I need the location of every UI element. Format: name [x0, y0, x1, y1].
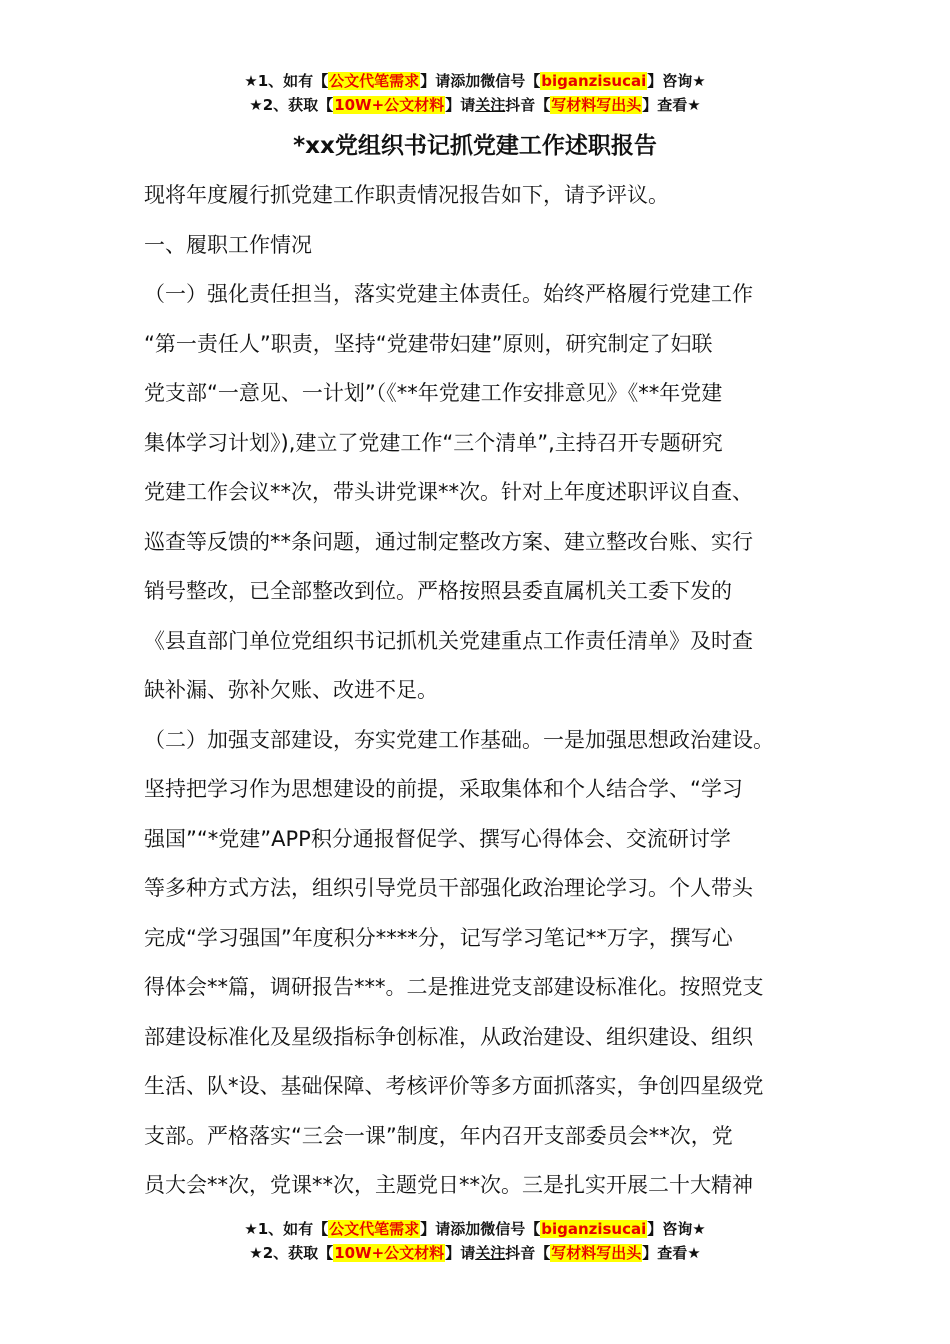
header-banner — [0, 69, 950, 117]
body-line: 完成“学习强国”年度积分****分，记写学习笔记**万字，撰写心 — [144, 925, 733, 950]
highlight-materials: 10W+公文材料 — [334, 96, 445, 114]
banner-text: 】查看★ — [642, 96, 701, 114]
body-line: 集体学习计划》),建立了党建工作“三个清单”,主持召开专题研究 — [144, 430, 723, 455]
banner-text: 】咨询★ — [647, 72, 706, 90]
banner-text: 】请添加微信号【 — [420, 1220, 541, 1238]
body-line: 部建设标准化及星级指标争创标准，从政治建设、组织建设、组织 — [144, 1024, 753, 1049]
banner-text: 】请添加微信号【 — [420, 72, 541, 90]
banner-line-1 — [0, 69, 950, 93]
body-line: 支部。严格落实“三会一课”制度，年内召开支部委员会**次，党 — [144, 1123, 733, 1148]
body-line: 《县直部门单位党组织书记抓机关党建重点工作责任清单》及时查 — [144, 628, 753, 653]
banner-text: 抖音【 — [505, 1244, 551, 1262]
body-line: （一）强化责任担当，落实党建主体责任。始终严格履行党建工作 — [144, 282, 753, 306]
banner-text: ★1、如有【 — [244, 1220, 329, 1238]
banner-text: 抖音【 — [505, 96, 551, 114]
highlight-account: 写材料写出头 — [551, 1244, 642, 1262]
body-line: 巡查等反馈的**条问题，通过制定整改方案、建立整改台账、实行 — [144, 529, 753, 554]
banner-text: ★1、如有【 — [244, 72, 329, 90]
banner-text: 】请 — [445, 96, 476, 114]
banner-text: ★2、获取【 — [249, 96, 334, 114]
banner-text: 】查看★ — [642, 1244, 701, 1262]
body-line: 得体会**篇，调研报告***。二是推进党支部建设标准化。按照党支 — [144, 975, 764, 999]
body-line: “第一责任人”职责，坚持“党建带妇建”原则，研究制定了妇联 — [144, 331, 713, 356]
highlight-service: 公文代笔需求 — [329, 1220, 420, 1238]
banner-text: 】请 — [445, 1244, 476, 1262]
body-line: 员大会**次，党课**次，主题党日**次。三是扎实开展二十大精神 — [144, 1173, 753, 1197]
banner-line-1 — [0, 1217, 950, 1241]
body-line: 生活、队*设、基础保障、考核评价等多方面抓落实，争创四星级党 — [144, 1074, 764, 1098]
body-line: 党支部“一意见、一计划”（《**年党建工作安排意见》《**年党建 — [144, 381, 723, 405]
body-line: 坚持把学习作为思想建设的前提，采取集体和个人结合学、“学习 — [144, 777, 743, 801]
body-line: 缺补漏、弥补欠账、改进不足。 — [144, 678, 438, 702]
banner-line-2 — [0, 93, 950, 117]
document-title: *xx党组织书记抓党建工作述职报告 — [293, 133, 657, 159]
banner-text: 】咨询★ — [647, 1220, 706, 1238]
highlight-wechat-id: biganzisucai — [541, 72, 647, 90]
body-line: （二）加强支部建设，夯实党建工作基础。一是加强思想政治建设。 — [144, 727, 774, 752]
body-line: 销号整改，已全部整改到位。严格按照县委直属机关工委下发的 — [144, 579, 732, 603]
highlight-account: 写材料写出头 — [551, 96, 642, 114]
highlight-wechat-id: biganzisucai — [541, 1220, 647, 1238]
underlined-follow: 关注 — [475, 1244, 506, 1262]
body-line: 强国”“*党建”APP积分通报督促学、撰写心得体会、交流研讨学 — [144, 826, 731, 851]
banner-text: ★2、获取【 — [249, 1244, 334, 1262]
banner-line-2 — [0, 1241, 950, 1265]
section-heading: 一、履职工作情况 — [144, 232, 312, 257]
body-line: 现将年度履行抓党建工作职责情况报告如下，请予评议。 — [144, 183, 669, 207]
body-line: 等多种方式方法，组织引导党员干部强化政治理论学习。个人带头 — [144, 876, 753, 900]
body-line: 党建工作会议**次，带头讲党课**次。针对上年度述职评议自查、 — [144, 480, 753, 504]
document-body — [144, 171, 824, 1211]
highlight-service: 公文代笔需求 — [329, 72, 420, 90]
underlined-follow: 关注 — [475, 96, 506, 114]
highlight-materials: 10W+公文材料 — [334, 1244, 445, 1262]
footer-banner — [0, 1217, 950, 1265]
